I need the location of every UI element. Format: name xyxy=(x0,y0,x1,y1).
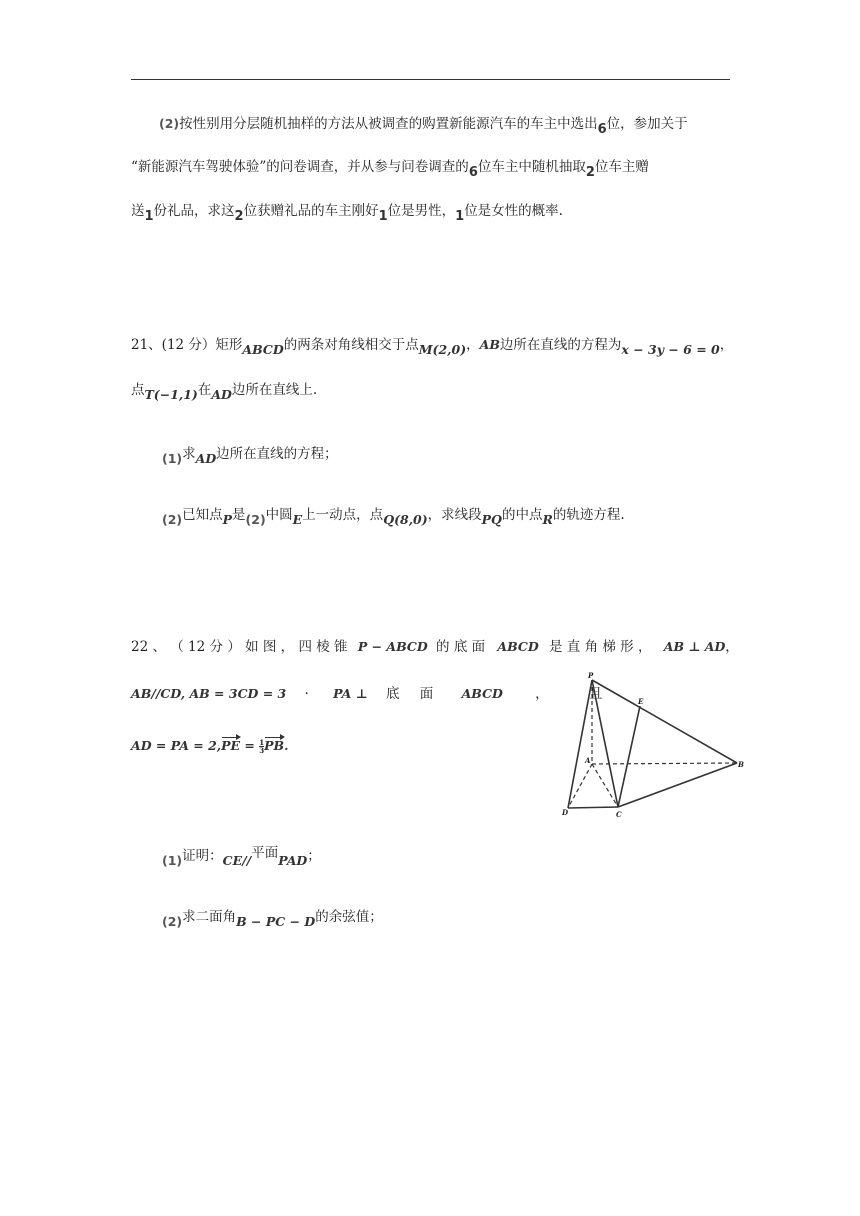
label-d: D xyxy=(562,808,569,817)
fraction-one-third: $\frac{1}{3}$ xyxy=(259,738,265,755)
q22-part1: (1)证明：CE//平面PAD； xyxy=(162,845,321,868)
pyramid-figure xyxy=(555,670,755,825)
part-label: (1) xyxy=(162,451,183,466)
q21-line1: 21、(12 分）矩形ABCD的两条对角线相交于点M(2,0)，AB边所在直线的方程为x − 3y − 6 = 0， xyxy=(131,337,734,357)
label-e: E xyxy=(638,697,644,706)
q20-p2-line2: “新能源汽车驾驶体验”的问卷调查，并从参与问卷调查的6位车主中随机抽取2位车主赠 xyxy=(131,159,649,180)
edge-pc xyxy=(592,680,618,807)
q20-p2-line3: 送1份礼品，求这2位获赠礼品的车主刚好1位是男性，1位是女性的概率. xyxy=(131,203,563,224)
edge-pd xyxy=(568,680,592,808)
part-label: (2) xyxy=(159,116,180,131)
part-label: (1) xyxy=(162,853,183,868)
part-label: (2) xyxy=(162,512,183,527)
vector-pb: PB xyxy=(264,736,284,756)
q22-line3: AD = PA = 2,PE = $\frac{1}{3}$ PB. xyxy=(131,738,289,755)
label-b: B xyxy=(738,760,744,769)
part-label: (2) xyxy=(162,914,183,929)
edge-ab xyxy=(592,763,737,764)
q22-line2: AB//CD, AB = 3CD = 3 · PA ⊥ 底 面 ABCD ， 且 xyxy=(131,686,603,702)
q22-line1: 22 、 （ 12 分 ） 如 图 ， 四 棱 锥 P − ABCD 的 底 面 ABCD 是 直 角 梯 形 ， AB ⊥ AD， xyxy=(131,639,739,655)
q22-part2: (2)求二面角B − PC − D的余弦值； xyxy=(162,909,383,929)
label-c: C xyxy=(616,810,622,819)
edge-dc xyxy=(568,807,618,808)
edge-pb xyxy=(592,680,737,763)
q20-p2-line1: (2)按性别用分层随机抽样的方法从被调查的购置新能源汽车的车主中选出6位，参加关于 xyxy=(159,116,688,137)
edge-cb xyxy=(618,763,737,807)
vector-pe: PE xyxy=(221,736,240,756)
label-a: A xyxy=(585,756,591,765)
label-p: P xyxy=(588,671,594,680)
edge-ce xyxy=(618,706,640,807)
header-rule xyxy=(131,79,730,80)
q21-part1: (1)求AD边所在直线的方程； xyxy=(162,446,338,466)
q21-line2: 点T(−1,1)在AD边所在直线上. xyxy=(131,382,318,402)
q21-part2: (2)已知点P是(2)中圆E上一动点，点Q(8,0)，求线段PQ的中点R的轨迹方程. xyxy=(162,507,625,527)
